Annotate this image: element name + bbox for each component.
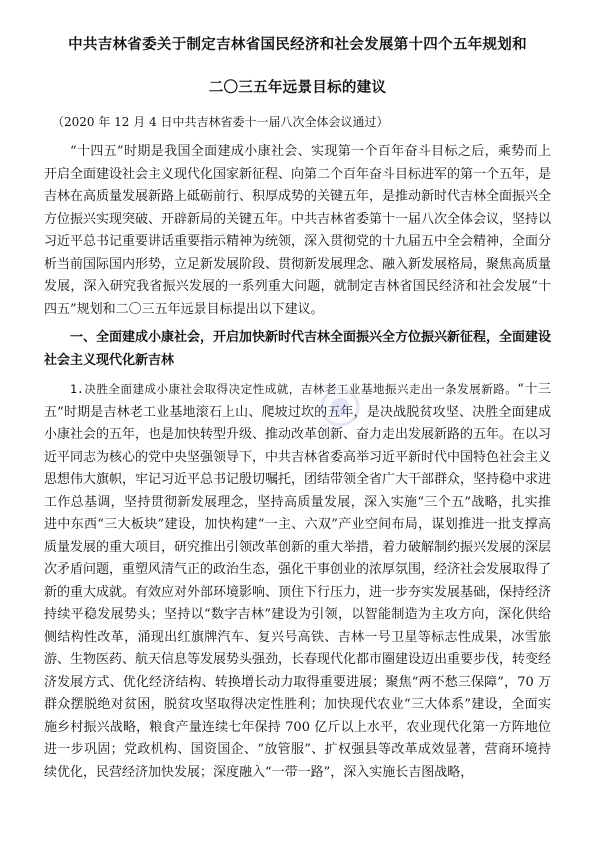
document-title-line-1: 中共吉林省委关于制定吉林省国民经济和社会发展第十四个五年规划和 [68,37,527,53]
intro-paragraph: “十四五”时期是我国全面建成小康社会、实现第一个百年奋斗目标之后，乘势而上开启全面建设社会主义现代化国家新征程、向第二个百年奋斗目标进军的第一个五年，是吉林在高质量发展新路上砥砺前行、积厚成势的关键五年，是推动新时代吉林全面振兴全方位振兴实现突破、开辟新局的关键五年。中共吉林省委第十一届八次全体会议，坚持以习近平总书记重要讲话重要指示精神为统领，深入贯彻党的十九届五中全会精神，全面分析当前国际国内形势，立足新发展阶段、贯彻新发展理念、融入新发展格局，聚焦高质量发展，深入研究我省振兴发展的一系列重大问题，就制定吉林省国民经济和社会发展“十四五”规划和二〇三五年远景目标提出以下建议。 [44,144,552,317]
document-title-line-2: 二〇三五年远景目标的建议 [208,80,387,96]
section-1-heading: 一、全面建成小康社会，开启加快新时代吉林全面振兴全方位振兴新征程，全面建设社会主义现代化新吉林 [44,330,552,368]
meeting-note: （2020 年 12 月 4 日中共吉林省委十一届八次全体会议通过） [52,115,389,129]
item-1-heading: 1.决胜全面建成小康社会取得决定性成就，吉林老工业基地振兴走出一条发展新路。 [70,382,518,396]
item-1-body: “十三五”时期是吉林老工业基地滚石上山、爬坡过坎的五年，是决战脱贫攻坚、决胜全面建成小康社会的五年，也是加快转型升级、推动改革创新、奋力走出发展新路的五年。在以习近平同志为核心的党中央坚强领导下，中共吉林省委高举习近平新时代中国特色社会主义思想伟大旗帜，牢记习近平总书记殷切嘱托，团结带领全省广大干部群众，坚持稳中求进工作总基调，坚持贯彻新发展理念，坚持高质量发展，深入实施“三个五”战略，扎实推进中东西“三大板块”建设，加快构建“一主、六双”产业空间布局，谋划推进一批支撑高质量发展的重大项目，研究推出引领改革创新的重大举措，着力破解制约振兴发展的深层次矛盾问题，重塑风清气正的政治生态，强化干事创业的浓厚氛围，经济社会发展取得了新的重大成就。有效应对外部环境影响、顶住下行压力，进一步夯实发展基础，保持经济持续平稳发展势头；坚持以“数字吉林”建设为引领，以智能制造为主攻方向，深化供给侧结构性改革，涌现出红旗牌汽车、复兴号高铁、吉林一号卫星等标志性成果，冰雪旅游、生物医药、航天信息等发展势头强劲，长春现代化都市圈建设迈出重要步伐，转变经济发展方式、优化经济结构、转换增长动力取得重要进展；聚焦“两不愁三保障”，70 万群众摆脱绝对贫困，脱贫攻坚取得决定性胜利；加快现代农业“三大体系”建设，全面实施乡村振兴战略，粮食产量连续七年保持 700 亿斤以上水平，农业现代化第一方阵地位进一步巩固；党政机构、国资国企、“放管服”、扩权强县等改革成效显著，营商环境持续优化，民营经济加快发展；深度融入“一带一路”，深入实施长吉图战略， [44,382,552,780]
item-1-paragraph [44,378,551,784]
